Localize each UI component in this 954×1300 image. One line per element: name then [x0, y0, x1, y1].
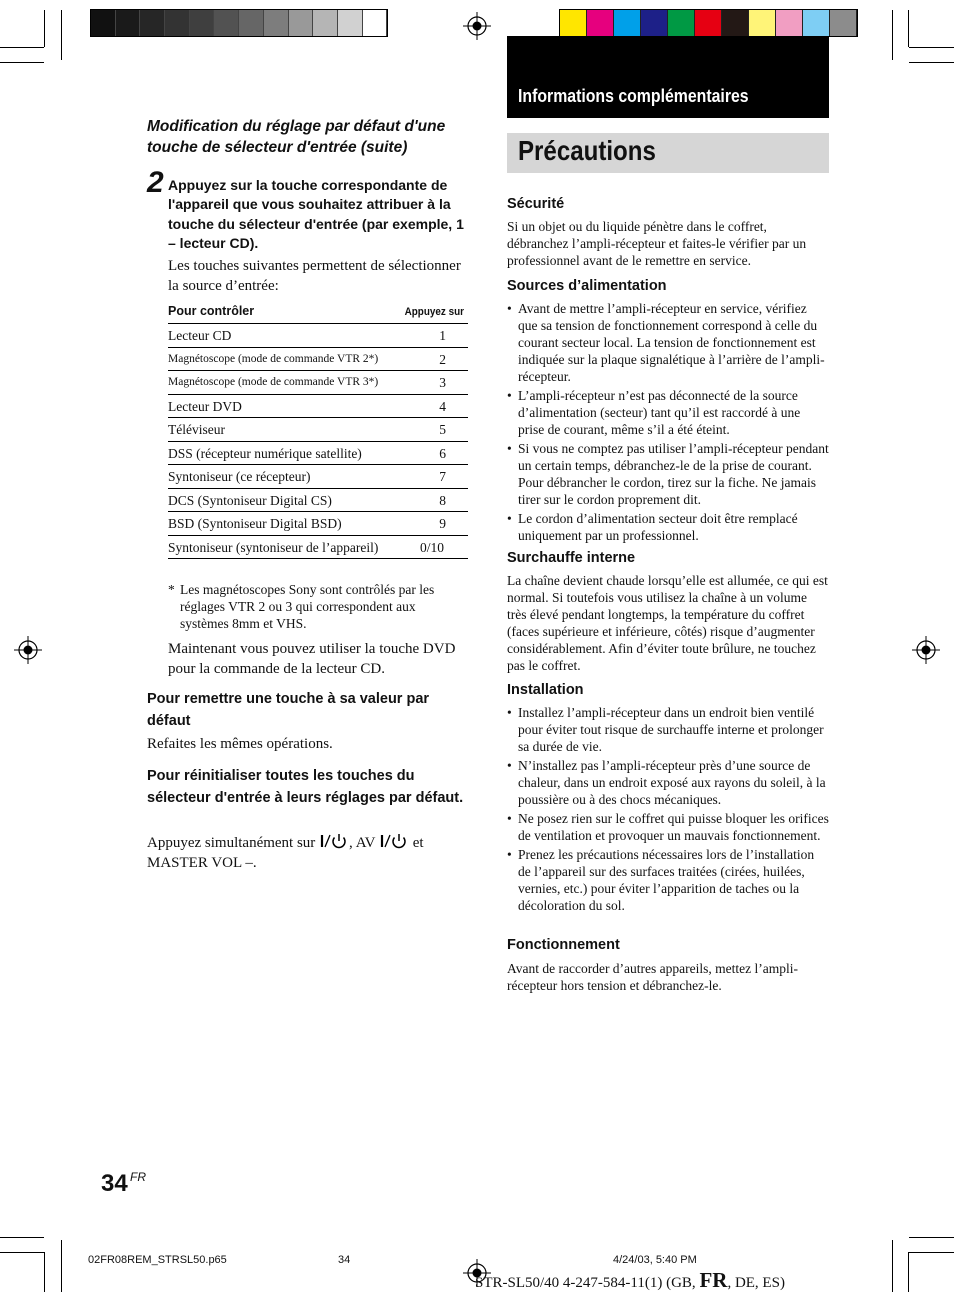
- section-title-surchauffe: Surchauffe interne: [507, 550, 636, 566]
- registration-mark-icon: [14, 636, 42, 664]
- table-cell-device: BSD (Syntoniseur Digital BSD): [168, 516, 342, 531]
- gray-swatch: [264, 10, 289, 36]
- table-cell-device: DCS (Syntoniseur Digital CS): [168, 492, 332, 508]
- power-icon: [319, 833, 349, 849]
- reinit-text-part: et: [412, 835, 424, 851]
- footnote: Les magnétoscopes Sony sont contrôlés par les réglages VTR 2 ou 3 qui correspondent aux systèmes 8mm et VHS.: [180, 582, 435, 631]
- crop-mark: [61, 10, 62, 60]
- list-item: • Le cordon d’alimentation secteur doit être remplacé uniquement par un professionnel.: [507, 510, 829, 544]
- table-cell-key: 1: [439, 328, 446, 343]
- page-language: FR: [130, 1170, 146, 1184]
- color-swatch: [776, 10, 803, 36]
- color-swatch: [722, 10, 749, 36]
- table-cell-key: 2: [439, 351, 446, 367]
- grayscale-calibration-strip: [90, 9, 388, 37]
- table-cell-key: 3: [439, 375, 446, 390]
- table-cell-device: Lecteur DVD: [168, 398, 242, 414]
- table-intro: Les touches suivantes permettent de sélectionner la source d’entrée:: [168, 258, 461, 294]
- list-item: • N’installez pas l’ampli-récepteur près d’une source de chaleur, dans un endroit exposé aux rayons du soleil, à la poussière ou à des chocs mécaniques.: [507, 757, 829, 808]
- gray-swatch: [289, 10, 314, 36]
- table-cell-device: Magnétoscope (mode de commande VTR 2*): [168, 352, 379, 365]
- crop-mark: [909, 62, 954, 63]
- table-cell-key: 8: [439, 492, 446, 508]
- bullet-list: [507, 704, 829, 916]
- table-cell-key: 5: [439, 422, 446, 437]
- crop-mark: [909, 47, 954, 48]
- table-row: [168, 348, 468, 372]
- gray-swatch: [140, 10, 165, 36]
- footer-model-text: , DE, ES): [727, 1275, 785, 1291]
- section-paragraph: Avant de raccorder d’autres appareils, mettez l’ampli-récepteur hors tension et débranchez-le.: [507, 961, 798, 993]
- crop-mark: [892, 10, 893, 60]
- section-title-alimentation: Sources d’alimentation: [507, 278, 667, 294]
- gray-swatch: [338, 10, 363, 36]
- section-header-title: Informations complémentaires: [518, 86, 749, 106]
- gray-swatch: [91, 10, 116, 36]
- footer-model: [475, 1268, 785, 1293]
- crop-mark: [0, 62, 44, 63]
- reset-text: Refaites les mêmes opérations.: [147, 736, 333, 752]
- footer-page: 34: [338, 1254, 351, 1266]
- table-row: [168, 465, 468, 489]
- table-cell-device: DSS (récepteur numérique satellite): [168, 445, 362, 461]
- input-selector-table: [168, 300, 468, 559]
- table-row: [168, 371, 468, 395]
- table-row: [168, 536, 468, 560]
- crop-mark: [909, 1252, 954, 1253]
- footnote-marker: *: [168, 582, 175, 597]
- column-header-device: Pour contrôler: [168, 304, 255, 318]
- table-row: [168, 395, 468, 419]
- after-table-note: Maintenant vous pouvez utiliser la touche DVD pour la commande de la lecteur CD.: [168, 641, 456, 677]
- footer-date: 4/24/03, 5:40 PM: [613, 1254, 697, 1266]
- color-swatch: [614, 10, 641, 36]
- table-cell-key: 9: [439, 516, 446, 531]
- color-swatch: [803, 10, 830, 36]
- crop-mark: [61, 1240, 62, 1292]
- table-cell-key: 7: [439, 469, 446, 484]
- continued-heading: Modification du réglage par défaut d'une touche de sélecteur d'entrée (suite): [147, 118, 446, 156]
- registration-mark-icon: [912, 636, 940, 664]
- color-swatch: [587, 10, 614, 36]
- gray-swatch: [165, 10, 190, 36]
- list-item: • Avant de mettre l’ampli-récepteur en service, vérifiez que sa tension de fonctionnement correspond à celle du courant secteur local. La tension de fonctionnement est indiquée sur la plaque signalétique à l’arrière de l’ampli-récepteur.: [507, 300, 829, 385]
- reinit-heading: Pour réinitialiser toutes les touches du sélecteur d'entrée à leurs réglages par défaut.: [147, 768, 464, 806]
- section-title-fonctionnement: Fonctionnement: [507, 937, 620, 953]
- column-header-key: Appuyez sur: [404, 306, 464, 318]
- crop-mark: [908, 1252, 909, 1292]
- footer-model-lang: FR: [699, 1268, 728, 1292]
- table-row: [168, 512, 468, 536]
- crop-mark: [909, 1237, 954, 1238]
- section-title-installation: Installation: [507, 682, 584, 698]
- crop-mark: [892, 1240, 893, 1292]
- section-title-securite: Sécurité: [507, 196, 565, 212]
- color-swatch: [695, 10, 722, 36]
- footer-model-text: STR-SL50/40 4-247-584-11(1) (GB,: [475, 1275, 700, 1291]
- table-cell-device: Syntoniseur (syntoniseur de l’appareil): [168, 539, 379, 555]
- gray-swatch: [239, 10, 264, 36]
- crop-mark: [0, 1252, 44, 1253]
- footer-filename: 02FR08REM_STRSL50.p65: [88, 1254, 227, 1266]
- table-row: [168, 442, 468, 466]
- color-swatch: [560, 10, 587, 36]
- table-row: [168, 489, 468, 513]
- registration-mark-icon: [463, 12, 491, 40]
- color-swatch: [668, 10, 695, 36]
- crop-mark: [44, 10, 45, 47]
- list-item: • Installez l’ampli-récepteur dans un endroit bien ventilé pour éviter tout risque de surchauffe interne et prolonger sa durée de vie.: [507, 704, 829, 755]
- reinit-text-part: , AV: [349, 835, 376, 851]
- reinit-text-part: Appuyez simultanément sur: [147, 835, 316, 851]
- page-title: Précautions: [518, 135, 656, 166]
- crop-mark: [908, 10, 909, 47]
- section-paragraph: La chaîne devient chaude lorsqu’elle est allumée, ce qui est normal. Si toutefois vous utilisez la chaîne à un volume très élevé pendant longtemps, la température du coffret (faces supérieure et inférieure, côtés) risque d’augmenter considérablement. Afin d’éviter toute brûlure, ne touchez pas le coffret.: [507, 573, 828, 673]
- table-row: [168, 324, 468, 348]
- table-cell-device: Syntoniseur (ce récepteur): [168, 469, 311, 484]
- color-calibration-strip: [559, 9, 858, 37]
- table-cell-key: 0/10: [419, 539, 444, 555]
- power-icon: [379, 833, 409, 849]
- table-cell-device: Lecteur CD: [168, 328, 232, 343]
- list-item: • Prenez les précautions nécessaires lors de l’installation de l’appareil sur des surfaces traitées (cirées, huilées, vernies, etc.) pour éviter l’apparition de taches ou la décoloration du sol.: [507, 846, 829, 914]
- crop-mark: [0, 47, 44, 48]
- reset-heading: Pour remettre une touche à sa valeur par défaut: [147, 691, 430, 729]
- color-swatch: [749, 10, 776, 36]
- section-paragraph: Si un objet ou du liquide pénètre dans le coffret, débranchez l’ampli-récepteur et faites-le vérifier par un professionnel avant de le remettre en service.: [507, 219, 807, 268]
- gray-swatch: [363, 10, 388, 36]
- crop-mark: [44, 1252, 45, 1292]
- crop-mark: [0, 1237, 44, 1238]
- table-row: [168, 418, 468, 442]
- page-number: 34: [101, 1170, 128, 1197]
- reinit-text: [147, 833, 467, 853]
- reinit-text-end: MASTER VOL –.: [147, 855, 257, 871]
- table-cell-device: Téléviseur: [168, 422, 225, 437]
- color-swatch: [830, 10, 857, 36]
- table-cell-key: 4: [439, 398, 446, 414]
- gray-swatch: [214, 10, 239, 36]
- list-item: • Ne posez rien sur le coffret qui puisse bloquer les orifices de ventilation et provoquer un mauvais fonctionnement.: [507, 810, 829, 844]
- list-item: • L’ampli-récepteur n’est pas déconnecté de la source d’alimentation (secteur) tant qu’il est raccordé à une prise de courant, même s’il a été éteint.: [507, 387, 829, 438]
- step-instruction: Appuyez sur la touche correspondante de l'appareil que vous souhaitez attribuer à la touche du sélecteur d'entrée (par exemple, 1 – lecteur CD).: [168, 177, 464, 251]
- table-cell-key: 6: [439, 445, 446, 461]
- gray-swatch: [116, 10, 141, 36]
- gray-swatch: [190, 10, 215, 36]
- table-cell-device: Magnétoscope (mode de commande VTR 3*): [168, 376, 379, 388]
- step-number: 2: [147, 166, 164, 199]
- color-swatch: [641, 10, 668, 36]
- bullet-list: [507, 300, 829, 546]
- list-item: • Si vous ne comptez pas utiliser l’ampli-récepteur pendant un certain temps, débranchez-le de la prise de courant. Pour débrancher le cordon, tirez sur la fiche. Ne jamais tirer sur le cordon proprement dit.: [507, 440, 829, 508]
- gray-swatch: [313, 10, 338, 36]
- table-header-row: [168, 300, 468, 324]
